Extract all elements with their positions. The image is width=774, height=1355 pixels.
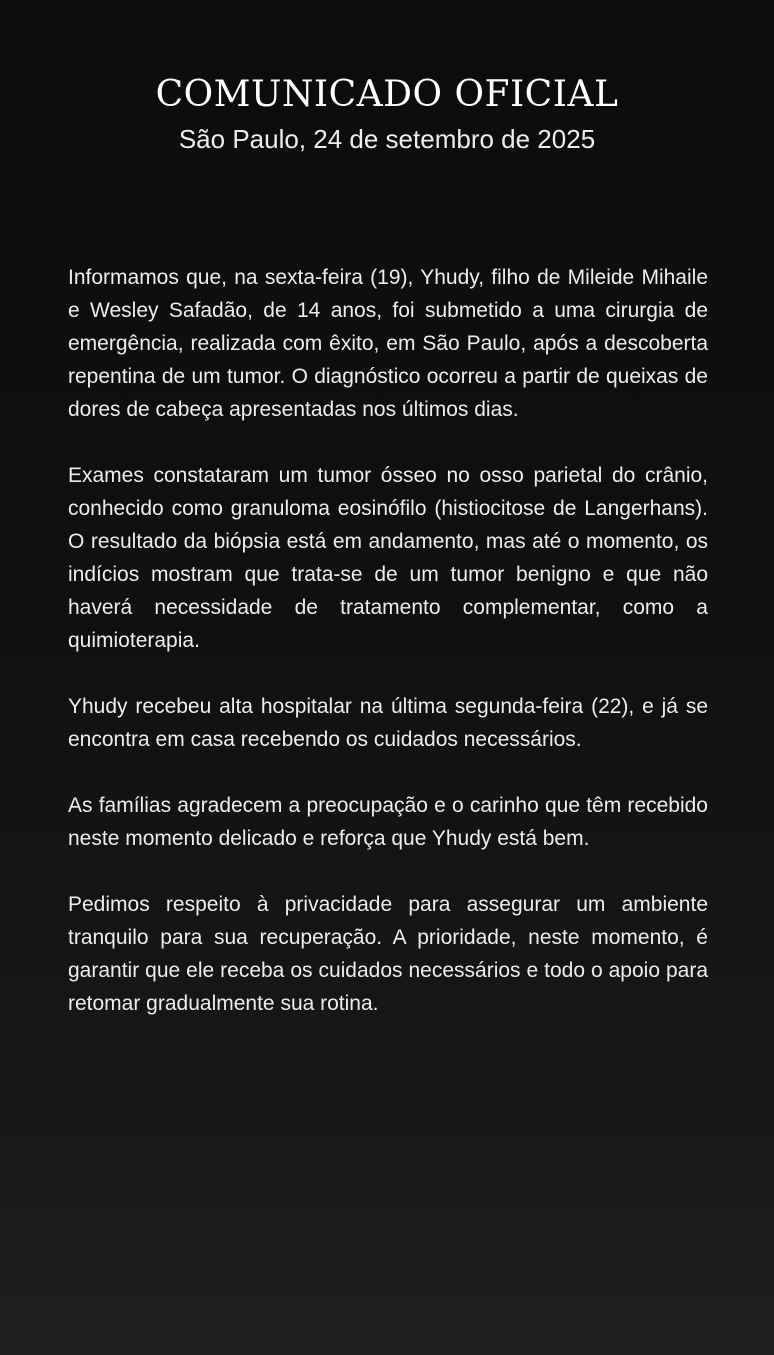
paragraph-diagnosis: Exames constataram um tumor ósseo no osso parietal do crânio, conhecido como granuloma eosinófilo (histiocitose de Langerhans). O resultado da biópsia está em andamento, mas até o momento, os indícios mostram que trata-se de um tumor benigno e que não haverá necessidade de tratamento complementar, como a quimioterapia. <box>68 464 708 652</box>
statement-body <box>68 261 708 1053</box>
paragraph-thanks: As famílias agradecem a preocupação e o carinho que têm recebido neste momento delicado e reforça que Yhudy está bem. <box>68 794 708 850</box>
page-title: COMUNICADO OFICIAL <box>155 74 619 115</box>
date-line: São Paulo, 24 de setembro de 2025 <box>178 124 596 154</box>
paragraph-surgery: Informamos que, na sexta-feira (19), Yhudy, filho de Mileide Mihaile e Wesley Safadão, de 14 anos, foi submetido a uma cirurgia de emergência, realizada com êxito, em São Paulo, após a descoberta repentina de um tumor. O diagnóstico ocorreu a partir de queixas de dores de cabeça apresentadas nos últimos dias. <box>68 266 708 421</box>
paragraph-privacy: Pedimos respeito à privacidade para assegurar um ambiente tranquilo para sua recuperação. A prioridade, neste momento, é garantir que ele receba os cuidados necessários e todo o apoio para retomar gradualmente sua rotina. <box>68 893 708 1015</box>
paragraph-discharge: Yhudy recebeu alta hospitalar na última segunda-feira (22), e já se encontra em casa recebendo os cuidados necessários. <box>68 695 708 751</box>
